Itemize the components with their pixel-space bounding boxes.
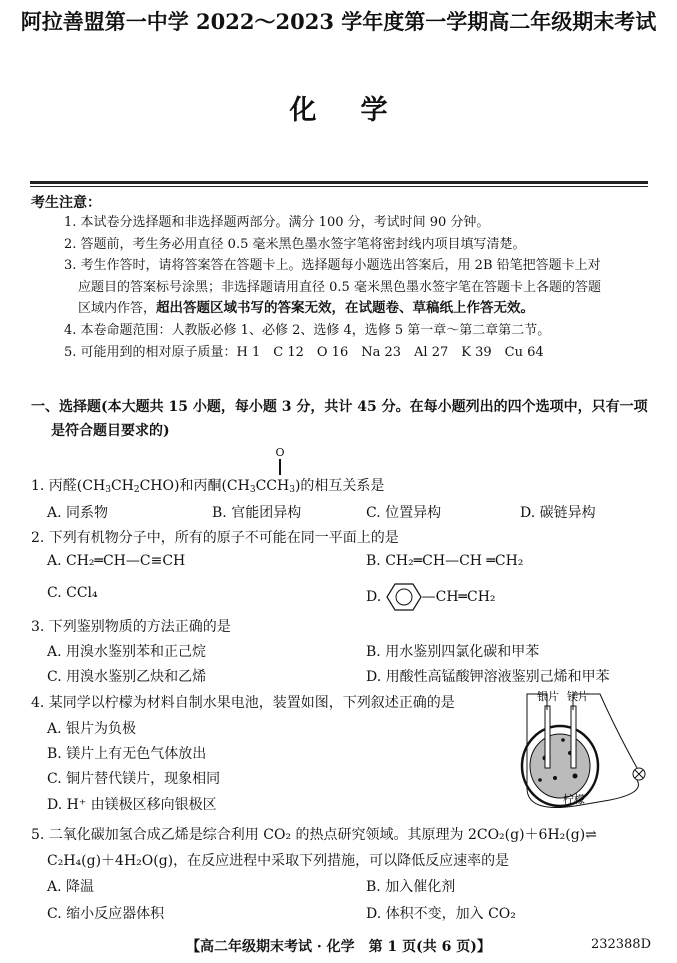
q5-option-b: B. 加入催化剂 [366,879,456,895]
q1-option-c: C. 位置异构 [366,505,442,521]
notice-item-3-end: 区域内作答，超出答题区域书写的答案无效，在试题卷、草稿纸上作答无效。 [78,300,535,317]
question-1-stem: 1. 丙醛$(CH_3CH_2CHO)$和丙酮$(CH_3CCH_3)$的相互关系是 [31,478,385,495]
q2-option-a: A. CH₂═CH—C≡CH [47,553,186,569]
q4-option-b: B. 镁片上有无色气体放出 [47,746,207,762]
q4-option-c: C. 铜片替代镁片，现象相同 [47,771,221,787]
subject-title: 化学 [289,95,432,126]
notice-item-3: 3. 考生作答时，请将答案答在答题卡上。选择题每小题选出答案后，用 2B 铅笔把答题卡上对 [64,258,601,274]
lemon-battery-diagram [515,688,655,818]
question-5-line2: C₂H₄(g)＋4H₂O(g)，在反应进程中采取下列措施，可以降低反应速率的是 [47,853,510,869]
section-heading: 一、选择题(本大题共 15 小题，每小题 3 分，共计 45 分。在每小题列出的四个选项中，只有一项 是符合题目要求的) [31,399,648,439]
q1-option-b: B. 官能团异构 [212,505,302,521]
paper-code: 232388D [590,937,651,952]
lemon-label: 柠檬 [563,793,585,806]
notice-item-5: 5. 可能用到的相对原子质量：H 1 C 12 O 16 Na 23 Al 27 K 39 Cu 64 [64,344,544,360]
q2-option-c: C. CCl₄ [47,585,98,601]
question-3-stem: 3. 下列鉴别物质的方法正确的是 [31,619,231,635]
q5-option-d: D. 体积不变，加入 CO₂ [366,906,516,922]
magnesium-plate-label: 镁片 [567,690,589,703]
q1-option-a: A. 同系物 [47,505,109,521]
silver-plate-label: 银片 [537,690,559,703]
notice-bold-warning: 超出答题区域书写的答案无效，在试题卷、草稿纸上作答无效。 [156,300,535,317]
question-5-line1: 5. 二氧化碳加氢合成乙烯是综合利用 CO₂ 的热点研究领域。其原理为 2CO₂(g)＋6H₂(g)⇌ [31,827,597,843]
notice-heading: 考生注意： [31,195,101,211]
notice-item-2: 2. 答题前，考生务必用直径 0.5 毫米黑色墨水签字笔将密封线内项目填写清楚。 [64,236,526,252]
page-footer: 【高二年级期末考试 · 化学 第 1 页(共 6 页)】 [186,939,491,955]
q4-option-a: A. 银片为负极 [47,721,137,737]
notice-item-3-cont: 应题目的答案标号涂黑；非选择题请用直径 0.5 毫米黑色墨水签字笔在答题卡上各题的答题 [78,279,601,295]
divider-thin [30,186,648,187]
q2-option-b: B. CH₂═CH—CH ═CH₂ [366,553,524,569]
q5-option-c: C. 缩小反应器体积 [47,906,165,922]
q3-option-a: A. 用溴水鉴别苯和正己烷 [47,644,207,660]
exam-title: 阿拉善盟第一中学 2022～2023 学年度第一学期高二年级期末考试 [20,9,657,34]
carbonyl-group: O [270,446,290,475]
q4-option-d: D. H⁺ 由镁极区移向银极区 [47,797,217,813]
benzene-ring-icon [386,582,422,612]
q5-option-a: A. 降温 [47,879,95,895]
q1-option-d: D. 碳链异构 [520,505,596,521]
question-4-stem: 4. 某同学以柠檬为材料自制水果电池，装置如图，下列叙述正确的是 [31,695,455,711]
notice-item-4: 4. 本卷命题范围：人教版必修 1、必修 2、选修 4，选修 5 第一章～第二章第二节。 [64,322,551,338]
q3-option-d: D. 用酸性高锰酸钾溶液鉴别己烯和甲苯 [366,669,610,685]
q3-option-b: B. 用水鉴别四氯化碳和甲苯 [366,644,540,660]
notice-item-1: 1. 本试卷分选择题和非选择题两部分。满分 100 分，考试时间 90 分钟。 [64,215,490,230]
lemon-battery-figure [515,688,655,822]
notice-list [64,212,660,363]
q2-option-d: D. —CH═CH₂ [366,582,496,612]
q3-option-c: C. 用溴水鉴别乙炔和乙烯 [47,669,207,685]
divider-thick [30,181,648,184]
question-2-stem: 2. 下列有机物分子中，所有的原子不可能在同一平面上的是 [31,530,399,546]
